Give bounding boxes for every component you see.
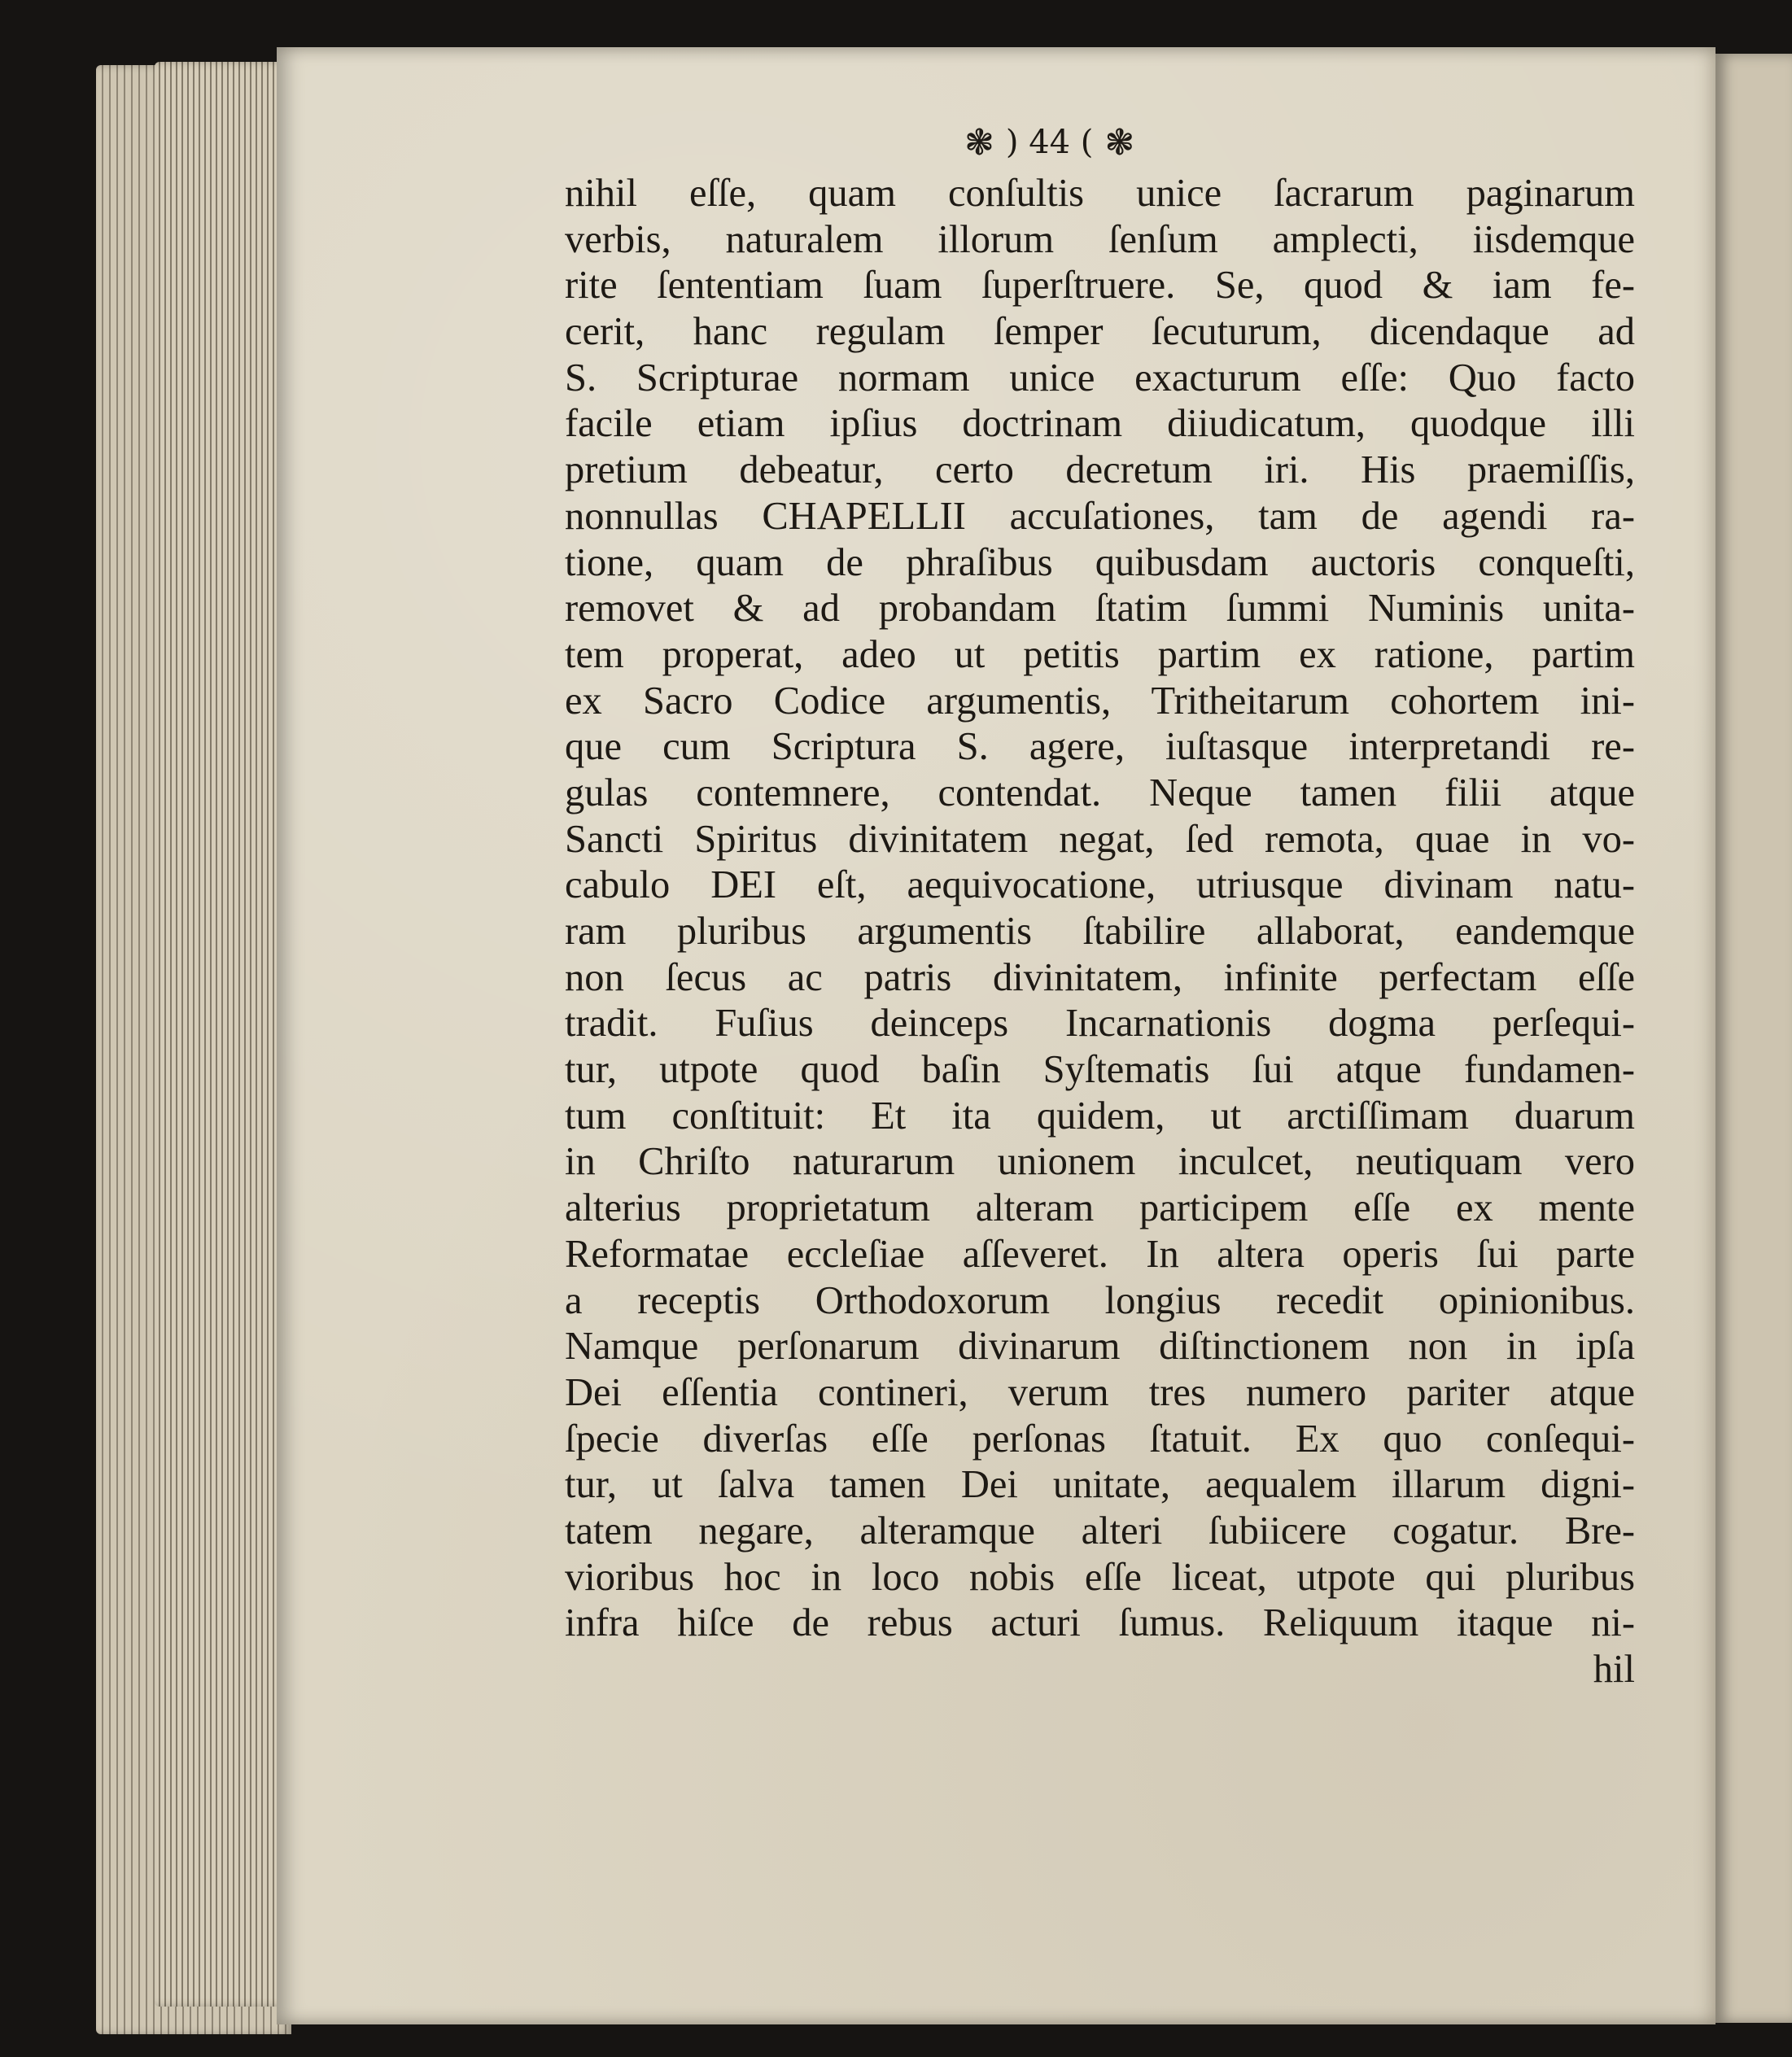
text-line: Reformatae eccleſiae aſſeveret. In altera operis ſui parte	[565, 1232, 1635, 1276]
text-line: Namque perſonarum divinarum diſtinctionem non in ipſa	[565, 1325, 1635, 1369]
text-line: infra hiſce de rebus acturi ſumus. Reliquum itaque ni-	[565, 1601, 1635, 1645]
text-line: removet & ad probandam ſtatim ſummi Numinis unita-	[565, 587, 1635, 631]
text-line: ram pluribus argumentis ſtabilire allaborat, eandemque	[565, 910, 1635, 953]
text-line: in Chriſto naturarum unionem inculcet, neutiquam vero	[565, 1140, 1635, 1184]
text-line: ſpecie diverſas eſſe perſonas ſtatuit. Ex quo conſequi-	[565, 1417, 1635, 1461]
text-line: tem properat, adeo ut petitis partim ex ratione, partim	[565, 632, 1635, 676]
text-line: S. Scripturae normam unice exacturum eſſe: Quo facto	[565, 356, 1635, 400]
text-line: tradit. Fuſius deinceps Incarnationis dogma perſequi-	[565, 1002, 1635, 1046]
text-line: vioribus hoc in loco nobis eſſe liceat, utpote qui pluribus	[565, 1555, 1635, 1599]
text-line: Sancti Spiritus divinitatem negat, ſed remota, quae in vo-	[565, 817, 1635, 861]
text-line: tur, ut ſalva tamen Dei unitate, aequalem illarum digni-	[565, 1463, 1635, 1507]
text-line: cabulo DEI eſt, aequivocatione, utriusque divinam natu-	[565, 863, 1635, 907]
text-line: tione, quam de phraſibus quibusdam auctoris conqueſti,	[565, 540, 1635, 584]
text-line: verbis, naturalem illorum ſenſum amplecti, iisdemque	[565, 217, 1635, 261]
text-line: nonnullas CHAPELLII accuſationes, tam de agendi ra-	[565, 494, 1635, 538]
body-text	[565, 171, 1635, 1693]
text-line: tur, utpote quod baſin Syſtematis ſui atque fundamen-	[565, 1048, 1635, 1092]
text-line: que cum Scriptura S. agere, iuſtasque interpretandi re-	[565, 725, 1635, 769]
text-line: tatem negare, alteramque alteri ſubiicere cogatur. Bre-	[565, 1509, 1635, 1553]
ornament-right-icon: ❃	[1104, 121, 1135, 164]
catchword: hil	[1593, 1648, 1635, 1691]
page-number: ) 44 (	[1005, 124, 1094, 161]
ornament-left-icon: ❃	[964, 121, 994, 164]
text-line: Dei eſſentia contineri, verum tres numero pariter atque	[565, 1370, 1635, 1414]
page-header	[964, 114, 1134, 171]
text-line: cerit, hanc regulam ſemper ſecuturum, dicendaque ad	[565, 310, 1635, 354]
facing-page-edge	[1716, 54, 1792, 2023]
text-line: gulas contemnere, contendat. Neque tamen filii atque	[565, 771, 1635, 815]
text-line: pretium debeatur, certo decretum iri. His praemiſſis,	[565, 448, 1635, 492]
text-line: a receptis Orthodoxorum longius recedit opinionibus.	[565, 1278, 1635, 1322]
text-line: facile etiam ipſius doctrinam diiudicatum, quodque illi	[565, 402, 1635, 446]
text-line: ex Sacro Codice argumentis, Tritheitarum cohortem ini-	[565, 679, 1635, 723]
text-line: tum conſtituit: Et ita quidem, ut arctiſſimam duarum	[565, 1094, 1635, 1138]
text-line: alterius proprietatum alteram participem eſſe ex mente	[565, 1186, 1635, 1230]
text-line: non ſecus ac patris divinitatem, infinite perfectam eſſe	[565, 955, 1635, 999]
text-line: nihil eſſe, quam conſultis unice ſacrarum paginarum	[565, 172, 1635, 215]
text-line: rite ſententiam ſuam ſuperſtruere. Se, quod & iam fe-	[565, 264, 1635, 308]
